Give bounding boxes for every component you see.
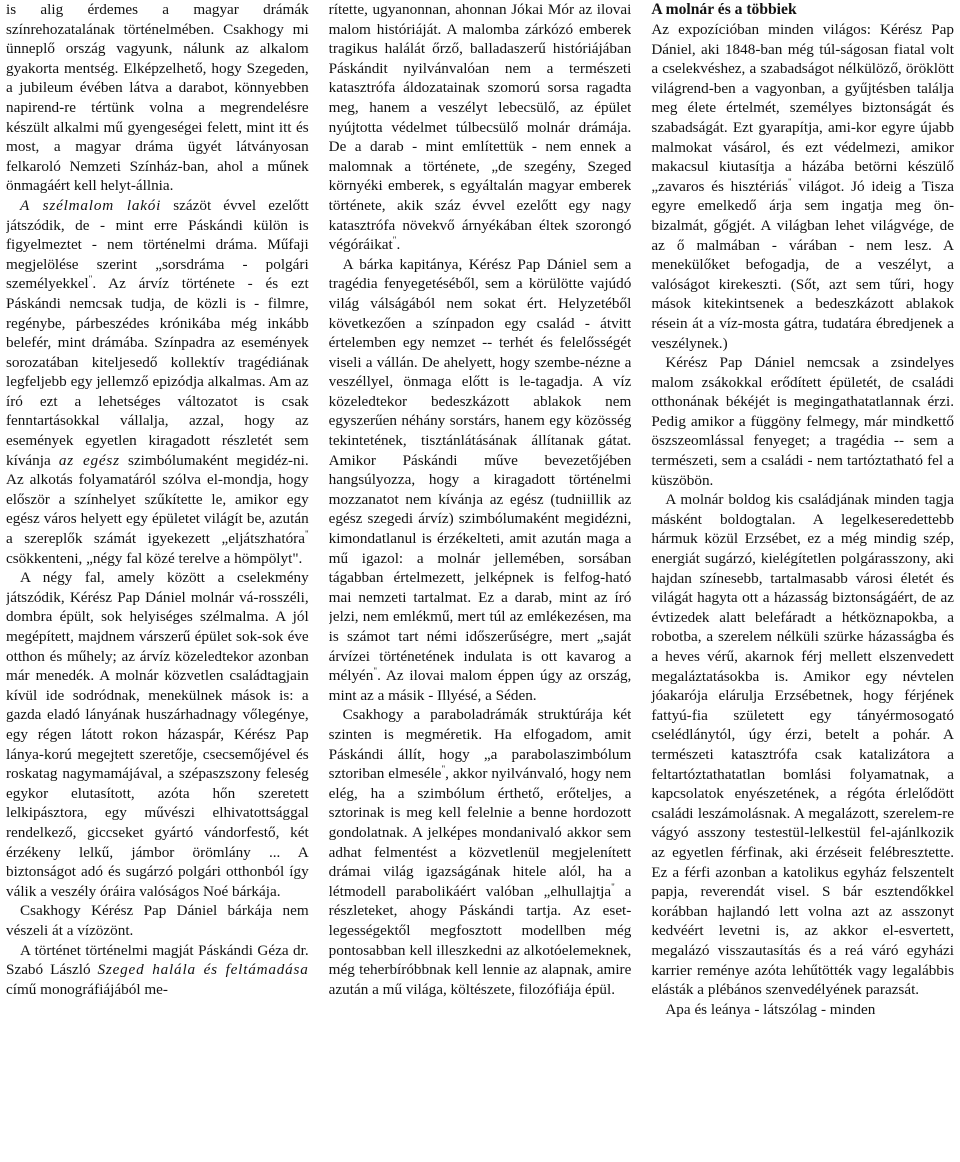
paragraph xyxy=(651,1000,954,1020)
paragraph-text: A molnár boldog kis családjának minden tagja másként boldogtalan. A legelkeseredettebb hármuk közül Erzsébet, ez a még mindig szép, energiát sugárzó, kielégítetlen polgárasszony, aki hajdan színesebb, tartalmasabb városi életét és világát hagyta ott a házasság biztonságáért, de az évtizedek alatt belefáradt a hétköznapokba, a robotba, a szerelem nélküli szürke házasságba és a heves vérű, akarnok férj mellett elszenvedett megaláztatásokba is. Amikor egy névtelen jóakarója elárulja Erzsébetnek, hogy férjének fattyú-fia született egy tányérmosogató cselédlánytól, úgy érzi, betelt a pohár. A természeti katasztrófa csak katalizátora a feltartóztathatatlan bomlási folyamatnak, a kapcsolatok enyészetének, a régóta érlelődött családi leszámolásnak. A megalázott, szerelem-re vágyó asszony testestül-lelkestül fel-ajánlkozik az egyetlen férfinak, aki érzéseit felébresztette. Ez a férfi azonban a katolikus egyház felszentelt papja, reverendát visel. S bár esztendőkkel korábban hajlandó lett volna azt az asszonyt kedvéért levetni is, az akkor el-esvertett, megalázó visszautasítás és a reá váró egyházi karrier reménye azóta lehűtötték vagy legalábbis elásták a plébános szenvedélyének parazsát. xyxy=(651,491,955,999)
paragraph-text: Az expozícióban minden világos: Kérész Pap Dániel, aki 1848-ban még túl-ságosan fiatal volt a cselekvéshez, a szabadságot nélkülöző, öröklött világrend-ben a vagyonban, a gyűjtésben találja meg élete értelmét, személyes biztonságát és szabadságát. Ezt gyarapítja, ami-kor egyre újabb malmokat vásárol, és ezt védelmezi, amikor makacsul kiutasítja a házába betörni készülő „zavaros és hisztériás xyxy=(651,21,955,195)
paragraph xyxy=(6,0,309,196)
quote-mark: " xyxy=(88,274,93,285)
italic-phrase: az egész xyxy=(58,451,120,469)
paragraph xyxy=(651,20,954,353)
quote-mark: " xyxy=(441,764,446,775)
paragraph xyxy=(6,901,309,940)
paragraph xyxy=(329,255,632,706)
paragraph-text: világot. Jó ideig a Tisza egyre emelkedő árja sem ingatja meg ön-bizalmát, gőgjét. A világban lehet világvége, de az ő malmában - várában - nem lesz. A menekülőket befogadja, de a veszélyt, a valóságot kirekeszti. (Sőt, azt sem tűri, hogy mások kitekintsenek a bedeszkázott ablakok résein át a víz-mosta gátra, tudatára ébredjenek a veszélynek.) xyxy=(651,177,955,352)
paragraph-text: . Az ilovai malom éppen úgy az ország, mint az a másik - Illyésé, a Séden. xyxy=(328,667,632,704)
section-heading: A molnár és a többiek xyxy=(651,1,797,18)
quote-mark: " xyxy=(787,176,792,187)
paragraph-text: A történet történelmi magját Páskándi Géza dr. Szabó László xyxy=(6,941,309,979)
paragraph-text: is alig érdemes a magyar drámák színrehozatalának történelmében. Csakhogy mi ünneplő ország vagyunk, nálunk az alkalom gyakorta mentség. Elképzelhető, hogy Szegeden, a jubileum évében látva a darabot, könnyebben napirend-re tértünk volna a megrendelésre készült alkalmi mű gyengeségei felett, mint itt és most, a magyar dráma ügyét látványosan felkaroló Nemzeti Színház-ban, ahol a műnek önmagáért kell helyt-állnia. xyxy=(6,1,309,195)
paragraph-text: a részleteket, ahogy Páskándi tartja. Az eset-legességektől megfosztott modellben még pontosabban kell illeszkedni az alkotóelemeknek, még teherbíróbbnak kell lennie az alapnak, amire azután a mű világa, költészete, filozófiája épül. xyxy=(328,882,632,998)
paragraph xyxy=(329,0,632,255)
paragraph xyxy=(6,941,309,1000)
column-2 xyxy=(329,0,632,1162)
paragraph xyxy=(6,568,309,901)
paragraph-text: című monográfiájából me- xyxy=(6,980,168,998)
column-3 xyxy=(651,0,954,1162)
quote-mark: " xyxy=(373,666,378,677)
paragraph-text: csökkenteni, „négy fal közé terelve a hömpölyt". xyxy=(6,549,303,567)
paragraph-text: százöt évvel ezelőtt játszódik, de - mint erre Páskándi külön is figyelmeztet - nem történelmi dráma. Műfaji megjelölése szerint „sorsdráma - polgári személyekkel xyxy=(6,196,309,293)
italic-title: Szeged halála és feltámadása xyxy=(97,961,309,979)
paragraph-text: szimbólumaként megidéz-ni. Az alkotás folyamatáról szólva el-mondja, hogy először a színhelyet szűkítette le, amikor egy egész város helyett egy épületet világít be, azután a szereplők számát igyekezett „eljátszhatóra xyxy=(6,451,309,548)
paragraph-text: . Az árvíz története - és ezt Páskándi nemcsak tudja, de közli is - filmre, regénybe, párbeszédes krónikába még inkább belefér, mint drámába. Színpadra az események sorozatában kiteljesedő kollektív tragédiának legfeljebb egy jellemző epizódja alkalmas. Am az író ezt a lehetséges változatot is csak fenntartásokkal vállalja, azzal, hogy az események egyetlen kiragadott részletét sem kívánja xyxy=(6,275,309,469)
paragraph-text: A bárka kapitánya, Kérész Pap Dániel sem a tragédia fenyegetéséből, sem a körülötte vajúdó világ válságából nem sokat ért. Helyzetéből következően a színpadon egy család - átvitt értelemben egy nemzet -- terhét és felelősségét viseli a vállán. De ahelyett, hogy szembe-nézne a veszéllyel, önmaga előtt is le-tagadja. A víz közeledtekor bedeszkázott ablakok nem egyszerűen néhány sorstárs, hanem egy közösség tekintetének, tisztánlátásának állítanak gátat. Amikor Páskándi műve bevezetőjében hangsúlyozza, hogy a kiragadott történelmi mozzanatot nem kívánja az egész (tudniillik az egész szegedi árvíz) szimbólumaként megidézni, kimondatlanul is érzékelteti, amit azután maga a mű igazol: a molnár jellemében, sorsában tágabban értelmezett, jelképnek is felfog-ható mai nemzeti tartalmat. Ez a darab, mint az író jelzi, nem emlékmű, mert túl az emlékezésen, ma is számot tart némi időszerűségre, mert „saját árvízei történetének indulata is ott kavarog a mélyén xyxy=(328,255,632,685)
quote-mark: " xyxy=(304,528,309,539)
paragraph-text: Apa és leánya - látszólag - minden xyxy=(665,1000,876,1018)
paragraph xyxy=(329,705,632,999)
italic-title: A szélmalom lakói xyxy=(20,196,162,214)
quote-mark: " xyxy=(611,881,615,892)
column-1 xyxy=(6,0,309,1162)
paragraph-text: Csakhogy a paraboladrámák struktúrája két szinten is megméretik. Ha elfogadom, amit Páskándi állít, hogy „a parabolaszimbólum sztoriban elmeséle xyxy=(328,706,632,783)
paragraph-text: Csakhogy Kérész Pap Dániel bárkája nem vészeli át a vízözönt. xyxy=(6,902,309,939)
paragraph-text: rítette, ugyanonnan, ahonnan Jókai Mór az ilovai malom históriáját. A malomba zárkózó emberek tragikus halálát őrző, balladaszerű históriájában Páskándit nyilvánvalóan nem a természeti katasztrófa áldozatainak szomorú sorsa ragadta meg, hanem a veszélyt lebecsülő, az épület nyújtotta védelmet túlbecsülő molnár drámája. De a darab - mint említettük - nem ennek a malomnak a története, „de szegény, Szeged környéki emberek, s egyáltalán magyar emberek története, akik száz évvel ezelőtt egy nagy katasztrófa növekvő árnyékában éltek szorongó végóráikat xyxy=(328,1,632,254)
paragraph-text: . xyxy=(396,236,401,254)
quote-mark: " xyxy=(392,235,397,246)
paragraph-text: Kérész Pap Dániel nemcsak a zsindelyes malom zsákokkal erődített épületét, de családi otthonának békéjét is megingathatatlannak érzi. Pedig amikor a függöny felmegy, már mindkettő öszszeomlással fenyeget; a tragédia -- sem a természeti, sem a családi - nem tartóztatható fel a küszöbön. xyxy=(651,354,955,489)
paragraph xyxy=(651,353,954,490)
paragraph-text: , akkor nyilvánvaló, hogy nem elég, ha a szimbólum érthető, erőteljes, a sztorinak is meg kell felelnie a benne hordozott gondolatnak. A jelképes mondanivaló akkor sem adhat felmentést a közvetlenül megjelenített drámai világ igazságának hitele alól, ha a létmodell parabolikáért valóban „elhullajtja xyxy=(328,765,632,900)
paragraph xyxy=(6,196,309,568)
paragraph xyxy=(651,490,954,999)
paragraph-text: A négy fal, amely között a cselekmény játszódik, Kérész Pap Dániel molnár vá-rosszéli, dombra épült, sok helyiséges szélmalma. A jól megépített, majdnem várszerű épület sok-sok éve otthon és műhely; az árvíz közeledtekor azonban már menedék. A molnár közvetlen családtagjain kívül ide sodródnak, menekülnek mások is: a gazda eladó lányának huszárhadnagy vőlegénye, egy régen látott rokon házaspár, Kérész Pap lánya-korú megejtett szeretője, csecsemőjével és roskatag nagymamájával, a szépaszszony feleség egykor elutasított, azóta hőn szeretett lelkipásztora, egy művészi elhivatottsággal rendelkező, giccseket gyártó vándorfestő, két érzékeny lelkű, jámbor örömlány ... A biztonságot adó és sugárzó polgári otthonból így válik a veszély óráira valóságos Noé bárkája. xyxy=(6,569,309,900)
